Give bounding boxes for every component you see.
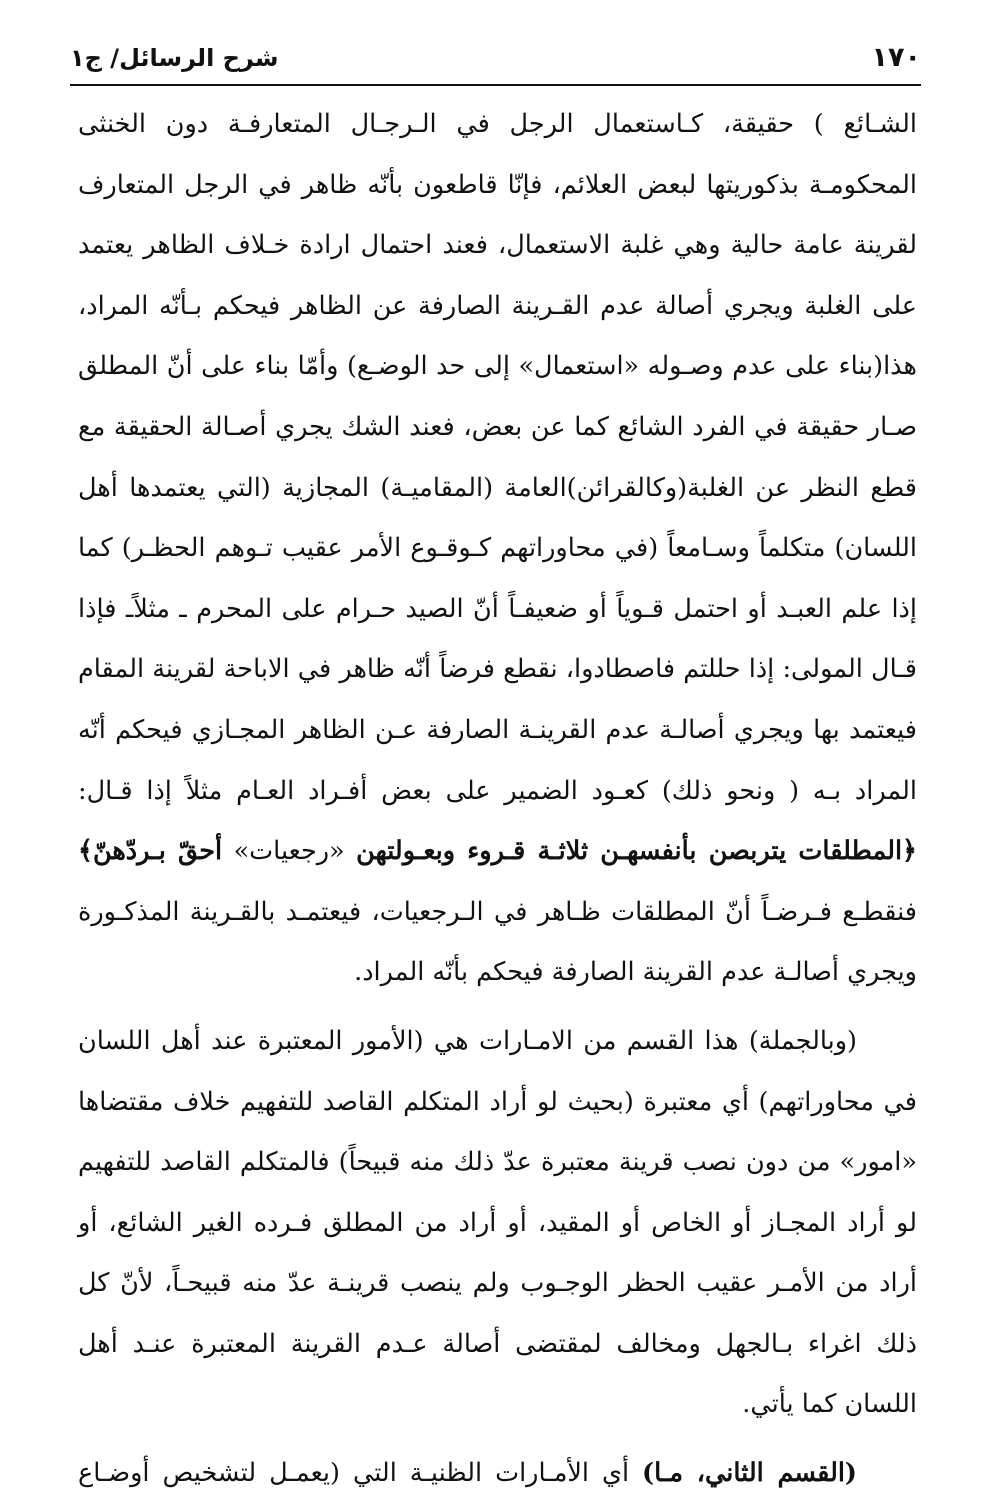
paragraph-3 [78,1443,917,1504]
text-segment: أي الأمـارات الظنيـة التي (يعمـل لتشخيص أوضـاع [78,1458,643,1489]
quran-verse-segment: أحقّ بـردّهنّ﴾ [78,836,223,867]
paragraph-2 [78,1011,917,1435]
text-segment: «رجعيات» [222,836,357,867]
running-title: شرح الرسائل/ ج١ [70,44,279,72]
paragraph-1 [78,94,917,1003]
quran-verse-segment: ﴿المطلقات يتربصن بأنفسهـن ثلاثـة قـروء وبعـولتهن [356,836,917,867]
page-body [78,94,917,1504]
section-heading: (القسم الثاني، مـا) [642,1458,857,1489]
page-header [70,38,921,86]
page-number: ١٧٠ [871,42,921,73]
text-segment: (وبالجملة) هذا القسم من الامـارات هي (الأمور المعتبرة عند أهل اللسان في محاوراتهم) أي معتبرة (بحيث لو أراد المتكلم القاصد للتفهيم خلاف مقتضاها «امور» من دون نصب قرينة معتبرة عدّ ذلك منه قبيحاً) فالمتكلم القاصد للتفهيم لو أراد المجـاز أو الخاص أو المقيد، أو أراد من المطلق فـرده الغير الشائع، أو أراد من الأمـر عقيب الحظر الوجـوب ولم ينصب قرينـة عدّ منه قبيحـاً، لأنّ كل ذلك اغراء بـالجهل ومخالف لمقتضى أصالة عـدم القرينة المعتبرة عنـد أهل اللسان كما يأتي. [78,1025,917,1420]
text-segment: فنقطـع فـرضـاً أنّ المطلقات ظـاهر في الـرجعيات، فيعتمـد بالقـرينة المذكـورة ويجري أصالـة عدم القرينة الصارفة فيحكم بأنّه المراد. [78,896,917,988]
text-segment: الشـائع ) حقيقة، كـاستعمال الرجل في الـرجـال المتعارفـة دون الخنثى المحكومـة بذكوريتها لبعض العلائم، فإنّا قاطعون بأنّه ظاهر في الرجل المتعارف لقرينة عامة حالية وهي غلبة الاستعمال، فعند احتمال ارادة خـلاف الظاهر يعتمد على الغلبة ويجري أصالة عدم القـرينة الصارفة عن الظاهر فيحكم بـأنّه المراد، هذا(بناء على عدم وصـوله «استعمال» إلى حد الوضـع) وأمّا بناء على أنّ المطلق صـار حقيقة في الفرد الشائع كما عن بعض، فعند الشك يجري أصـالة الحقيقة مع قطع النظر عن الغلبة(وكالقرائن)العامة (المقاميـة) المجازية (التي يعتمدها أهل اللسان) متكلماً وسـامعاً (في محاوراتهم كـوقـوع الأمر عقيب تـوهم الحظـر) كما إذا علم العبـد أو احتمل قـوياً أو ضعيفـاً أنّ الصيد حـرام على المحرم ـ مثلاًـ فإذا قـال المولى: إذا حللتم فاصطادوا، نقطع فرضاً أنّه ظاهر في الاباحة لقرينة المقام فيعتمد بها ويجري أصالـة عدم القرينـة الصارفة عـن الظاهر المجـازي فيحكم أنّه المراد بـه ( ونحو ذلك) كعـود الضمير على بعض أفـراد العـام مثلاً إذا قـال: [78,109,917,806]
